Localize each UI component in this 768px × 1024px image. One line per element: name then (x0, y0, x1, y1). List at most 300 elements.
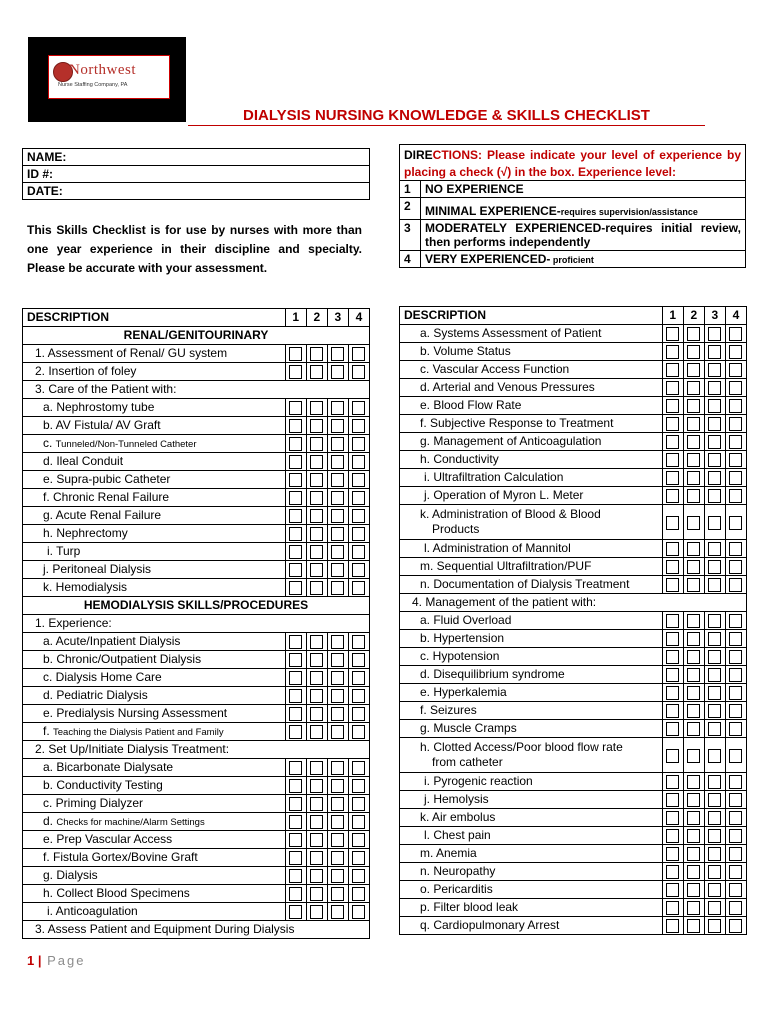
checkbox-square[interactable] (666, 919, 679, 933)
level-3-checkbox[interactable] (704, 415, 725, 433)
level-3-checkbox[interactable] (327, 525, 348, 543)
checkbox-square[interactable] (352, 635, 365, 649)
level-4-checkbox[interactable] (725, 433, 746, 451)
name-field[interactable]: NAME: (23, 149, 370, 166)
checkbox-square[interactable] (729, 793, 742, 807)
checkbox-square[interactable] (708, 489, 721, 503)
checkbox-square[interactable] (687, 632, 700, 646)
checkbox-square[interactable] (289, 473, 302, 487)
checkbox-square[interactable] (352, 401, 365, 415)
level-2-checkbox[interactable] (306, 561, 327, 579)
checkbox-square[interactable] (310, 671, 323, 685)
level-1-checkbox[interactable] (662, 487, 683, 505)
checkbox-square[interactable] (729, 650, 742, 664)
level-2-checkbox[interactable] (683, 630, 704, 648)
level-1-checkbox[interactable] (662, 917, 683, 935)
checkbox-square[interactable] (352, 851, 365, 865)
checkbox-square[interactable] (708, 847, 721, 861)
level-2-checkbox[interactable] (306, 543, 327, 561)
checkbox-square[interactable] (666, 829, 679, 843)
checkbox-square[interactable] (687, 793, 700, 807)
level-2-checkbox[interactable] (306, 777, 327, 795)
checkbox-square[interactable] (687, 471, 700, 485)
checkbox-square[interactable] (687, 722, 700, 736)
checkbox-square[interactable] (708, 668, 721, 682)
checkbox-square[interactable] (289, 563, 302, 577)
checkbox-square[interactable] (331, 473, 344, 487)
level-3-checkbox[interactable] (327, 777, 348, 795)
checkbox-square[interactable] (729, 489, 742, 503)
level-1-checkbox[interactable] (662, 558, 683, 576)
checkbox-square[interactable] (289, 761, 302, 775)
level-3-checkbox[interactable] (704, 397, 725, 415)
checkbox-square[interactable] (729, 865, 742, 879)
checkbox-square[interactable] (708, 829, 721, 843)
checkbox-square[interactable] (310, 635, 323, 649)
checkbox-square[interactable] (331, 707, 344, 721)
checkbox-square[interactable] (708, 749, 721, 763)
checkbox-square[interactable] (729, 704, 742, 718)
level-2-checkbox[interactable] (683, 469, 704, 487)
checkbox-square[interactable] (687, 399, 700, 413)
checkbox-square[interactable] (729, 722, 742, 736)
level-4-checkbox[interactable] (725, 505, 746, 540)
checkbox-square[interactable] (729, 883, 742, 897)
level-1-checkbox[interactable] (662, 899, 683, 917)
level-2-checkbox[interactable] (683, 738, 704, 773)
level-4-checkbox[interactable] (348, 723, 369, 741)
level-3-checkbox[interactable] (704, 666, 725, 684)
level-3-checkbox[interactable] (704, 433, 725, 451)
level-4-checkbox[interactable] (348, 831, 369, 849)
level-3-checkbox[interactable] (704, 325, 725, 343)
checkbox-square[interactable] (687, 345, 700, 359)
checkbox-square[interactable] (289, 581, 302, 595)
checkbox-square[interactable] (289, 851, 302, 865)
level-1-checkbox[interactable] (662, 881, 683, 899)
level-3-checkbox[interactable] (327, 723, 348, 741)
checkbox-square[interactable] (310, 833, 323, 847)
checkbox-square[interactable] (331, 689, 344, 703)
level-3-checkbox[interactable] (327, 489, 348, 507)
checkbox-square[interactable] (666, 901, 679, 915)
level-3-checkbox[interactable] (704, 576, 725, 594)
checkbox-square[interactable] (666, 865, 679, 879)
level-4-checkbox[interactable] (348, 345, 369, 363)
checkbox-square[interactable] (708, 327, 721, 341)
level-1-checkbox[interactable] (662, 451, 683, 469)
level-2-checkbox[interactable] (683, 773, 704, 791)
level-1-checkbox[interactable] (662, 630, 683, 648)
level-1-checkbox[interactable] (285, 345, 306, 363)
level-2-checkbox[interactable] (306, 795, 327, 813)
level-2-checkbox[interactable] (306, 903, 327, 921)
level-2-checkbox[interactable] (683, 433, 704, 451)
checkbox-square[interactable] (666, 381, 679, 395)
checkbox-square[interactable] (310, 473, 323, 487)
level-2-checkbox[interactable] (683, 648, 704, 666)
level-2-checkbox[interactable] (306, 849, 327, 867)
level-1-checkbox[interactable] (662, 773, 683, 791)
level-4-checkbox[interactable] (348, 705, 369, 723)
checkbox-square[interactable] (729, 560, 742, 574)
checkbox-square[interactable] (729, 363, 742, 377)
checkbox-square[interactable] (666, 399, 679, 413)
level-4-checkbox[interactable] (725, 630, 746, 648)
checkbox-square[interactable] (708, 560, 721, 574)
level-2-checkbox[interactable] (683, 379, 704, 397)
checkbox-square[interactable] (289, 455, 302, 469)
checkbox-square[interactable] (352, 725, 365, 739)
level-4-checkbox[interactable] (725, 845, 746, 863)
checkbox-square[interactable] (708, 453, 721, 467)
checkbox-square[interactable] (687, 883, 700, 897)
level-4-checkbox[interactable] (725, 899, 746, 917)
level-4-checkbox[interactable] (725, 648, 746, 666)
checkbox-square[interactable] (708, 471, 721, 485)
level-2-checkbox[interactable] (683, 487, 704, 505)
checkbox-square[interactable] (666, 560, 679, 574)
level-2-checkbox[interactable] (683, 684, 704, 702)
level-1-checkbox[interactable] (662, 469, 683, 487)
checkbox-square[interactable] (310, 347, 323, 361)
level-2-checkbox[interactable] (306, 759, 327, 777)
level-4-checkbox[interactable] (725, 325, 746, 343)
checkbox-square[interactable] (687, 847, 700, 861)
checkbox-square[interactable] (708, 811, 721, 825)
level-1-checkbox[interactable] (662, 720, 683, 738)
checkbox-square[interactable] (289, 527, 302, 541)
checkbox-square[interactable] (352, 905, 365, 919)
checkbox-square[interactable] (289, 653, 302, 667)
level-1-checkbox[interactable] (285, 507, 306, 525)
level-2-checkbox[interactable] (683, 702, 704, 720)
checkbox-square[interactable] (729, 345, 742, 359)
checkbox-square[interactable] (352, 491, 365, 505)
checkbox-square[interactable] (289, 437, 302, 451)
checkbox-square[interactable] (729, 632, 742, 646)
checkbox-square[interactable] (687, 363, 700, 377)
level-2-checkbox[interactable] (306, 579, 327, 597)
level-3-checkbox[interactable] (327, 579, 348, 597)
level-2-checkbox[interactable] (683, 558, 704, 576)
level-4-checkbox[interactable] (725, 881, 746, 899)
level-4-checkbox[interactable] (725, 558, 746, 576)
checkbox-square[interactable] (289, 797, 302, 811)
level-3-checkbox[interactable] (327, 471, 348, 489)
level-3-checkbox[interactable] (327, 795, 348, 813)
level-1-checkbox[interactable] (662, 343, 683, 361)
checkbox-square[interactable] (666, 417, 679, 431)
checkbox-square[interactable] (687, 417, 700, 431)
checkbox-square[interactable] (687, 668, 700, 682)
level-2-checkbox[interactable] (683, 899, 704, 917)
checkbox-square[interactable] (352, 887, 365, 901)
checkbox-square[interactable] (729, 578, 742, 592)
level-3-checkbox[interactable] (704, 379, 725, 397)
checkbox-square[interactable] (289, 905, 302, 919)
level-4-checkbox[interactable] (725, 397, 746, 415)
level-1-checkbox[interactable] (285, 795, 306, 813)
checkbox-square[interactable] (310, 455, 323, 469)
level-1-checkbox[interactable] (285, 903, 306, 921)
level-2-checkbox[interactable] (683, 415, 704, 433)
checkbox-square[interactable] (729, 327, 742, 341)
checkbox-square[interactable] (687, 614, 700, 628)
checkbox-square[interactable] (352, 545, 365, 559)
checkbox-square[interactable] (729, 668, 742, 682)
level-3-checkbox[interactable] (704, 899, 725, 917)
checkbox-square[interactable] (666, 632, 679, 646)
checkbox-square[interactable] (352, 581, 365, 595)
checkbox-square[interactable] (289, 347, 302, 361)
checkbox-square[interactable] (708, 722, 721, 736)
checkbox-square[interactable] (310, 491, 323, 505)
level-4-checkbox[interactable] (725, 791, 746, 809)
checkbox-square[interactable] (666, 847, 679, 861)
level-2-checkbox[interactable] (306, 471, 327, 489)
level-2-checkbox[interactable] (683, 720, 704, 738)
level-4-checkbox[interactable] (725, 361, 746, 379)
checkbox-square[interactable] (289, 887, 302, 901)
checkbox-square[interactable] (729, 749, 742, 763)
checkbox-square[interactable] (331, 887, 344, 901)
level-2-checkbox[interactable] (683, 791, 704, 809)
checkbox-square[interactable] (666, 793, 679, 807)
checkbox-square[interactable] (331, 455, 344, 469)
checkbox-square[interactable] (708, 381, 721, 395)
level-4-checkbox[interactable] (348, 363, 369, 381)
checkbox-square[interactable] (708, 650, 721, 664)
checkbox-square[interactable] (352, 833, 365, 847)
level-2-checkbox[interactable] (683, 863, 704, 881)
level-1-checkbox[interactable] (662, 845, 683, 863)
checkbox-square[interactable] (666, 668, 679, 682)
level-3-checkbox[interactable] (327, 507, 348, 525)
checkbox-square[interactable] (729, 829, 742, 843)
level-4-checkbox[interactable] (348, 903, 369, 921)
level-4-checkbox[interactable] (348, 813, 369, 831)
level-3-checkbox[interactable] (704, 684, 725, 702)
checkbox-square[interactable] (666, 614, 679, 628)
level-1-checkbox[interactable] (285, 399, 306, 417)
checkbox-square[interactable] (310, 707, 323, 721)
checkbox-square[interactable] (289, 869, 302, 883)
checkbox-square[interactable] (352, 779, 365, 793)
level-2-checkbox[interactable] (683, 576, 704, 594)
checkbox-square[interactable] (687, 489, 700, 503)
checkbox-square[interactable] (331, 653, 344, 667)
level-4-checkbox[interactable] (725, 720, 746, 738)
level-4-checkbox[interactable] (348, 399, 369, 417)
checkbox-square[interactable] (666, 749, 679, 763)
level-1-checkbox[interactable] (662, 684, 683, 702)
level-1-checkbox[interactable] (662, 612, 683, 630)
checkbox-square[interactable] (729, 453, 742, 467)
checkbox-square[interactable] (708, 542, 721, 556)
checkbox-square[interactable] (310, 401, 323, 415)
level-2-checkbox[interactable] (306, 417, 327, 435)
level-2-checkbox[interactable] (683, 612, 704, 630)
checkbox-square[interactable] (708, 919, 721, 933)
level-1-checkbox[interactable] (662, 863, 683, 881)
level-3-checkbox[interactable] (704, 881, 725, 899)
level-4-checkbox[interactable] (348, 687, 369, 705)
level-1-checkbox[interactable] (285, 471, 306, 489)
checkbox-square[interactable] (331, 401, 344, 415)
level-4-checkbox[interactable] (348, 651, 369, 669)
level-2-checkbox[interactable] (683, 451, 704, 469)
level-4-checkbox[interactable] (725, 827, 746, 845)
checkbox-square[interactable] (352, 671, 365, 685)
checkbox-square[interactable] (687, 650, 700, 664)
level-3-checkbox[interactable] (704, 540, 725, 558)
level-2-checkbox[interactable] (306, 669, 327, 687)
level-4-checkbox[interactable] (725, 702, 746, 720)
level-3-checkbox[interactable] (327, 867, 348, 885)
level-4-checkbox[interactable] (725, 863, 746, 881)
level-1-checkbox[interactable] (662, 505, 683, 540)
level-3-checkbox[interactable] (327, 543, 348, 561)
level-1-checkbox[interactable] (285, 813, 306, 831)
checkbox-square[interactable] (310, 869, 323, 883)
checkbox-square[interactable] (729, 686, 742, 700)
level-4-checkbox[interactable] (348, 525, 369, 543)
checkbox-square[interactable] (331, 851, 344, 865)
checkbox-square[interactable] (708, 345, 721, 359)
checkbox-square[interactable] (666, 542, 679, 556)
level-3-checkbox[interactable] (704, 791, 725, 809)
level-1-checkbox[interactable] (285, 561, 306, 579)
level-1-checkbox[interactable] (285, 867, 306, 885)
checkbox-square[interactable] (289, 671, 302, 685)
level-3-checkbox[interactable] (327, 669, 348, 687)
checkbox-square[interactable] (352, 653, 365, 667)
level-3-checkbox[interactable] (704, 343, 725, 361)
level-1-checkbox[interactable] (285, 687, 306, 705)
level-1-checkbox[interactable] (285, 849, 306, 867)
checkbox-square[interactable] (289, 635, 302, 649)
checkbox-square[interactable] (666, 811, 679, 825)
checkbox-square[interactable] (331, 869, 344, 883)
level-2-checkbox[interactable] (306, 831, 327, 849)
level-1-checkbox[interactable] (285, 525, 306, 543)
level-1-checkbox[interactable] (662, 827, 683, 845)
checkbox-square[interactable] (289, 401, 302, 415)
checkbox-square[interactable] (331, 635, 344, 649)
checkbox-square[interactable] (352, 707, 365, 721)
date-field[interactable]: DATE: (23, 183, 370, 200)
checkbox-square[interactable] (687, 453, 700, 467)
level-4-checkbox[interactable] (725, 379, 746, 397)
checkbox-square[interactable] (666, 775, 679, 789)
level-2-checkbox[interactable] (683, 505, 704, 540)
checkbox-square[interactable] (331, 527, 344, 541)
level-1-checkbox[interactable] (662, 791, 683, 809)
checkbox-square[interactable] (289, 833, 302, 847)
level-4-checkbox[interactable] (348, 543, 369, 561)
checkbox-square[interactable] (310, 725, 323, 739)
level-3-checkbox[interactable] (327, 651, 348, 669)
level-2-checkbox[interactable] (306, 633, 327, 651)
level-2-checkbox[interactable] (306, 489, 327, 507)
checkbox-square[interactable] (331, 671, 344, 685)
level-3-checkbox[interactable] (327, 435, 348, 453)
level-1-checkbox[interactable] (662, 702, 683, 720)
level-4-checkbox[interactable] (725, 738, 746, 773)
level-2-checkbox[interactable] (683, 343, 704, 361)
level-4-checkbox[interactable] (725, 576, 746, 594)
level-2-checkbox[interactable] (306, 435, 327, 453)
checkbox-square[interactable] (331, 509, 344, 523)
level-4-checkbox[interactable] (725, 666, 746, 684)
level-1-checkbox[interactable] (285, 705, 306, 723)
checkbox-square[interactable] (687, 686, 700, 700)
checkbox-square[interactable] (331, 419, 344, 433)
checkbox-square[interactable] (331, 491, 344, 505)
level-2-checkbox[interactable] (683, 325, 704, 343)
level-4-checkbox[interactable] (725, 809, 746, 827)
checkbox-square[interactable] (289, 815, 302, 829)
checkbox-square[interactable] (729, 417, 742, 431)
level-1-checkbox[interactable] (662, 666, 683, 684)
level-2-checkbox[interactable] (306, 507, 327, 525)
level-4-checkbox[interactable] (725, 451, 746, 469)
checkbox-square[interactable] (666, 650, 679, 664)
level-1-checkbox[interactable] (285, 417, 306, 435)
level-3-checkbox[interactable] (704, 487, 725, 505)
level-4-checkbox[interactable] (725, 917, 746, 935)
checkbox-square[interactable] (687, 435, 700, 449)
checkbox-square[interactable] (331, 347, 344, 361)
level-4-checkbox[interactable] (725, 773, 746, 791)
level-3-checkbox[interactable] (704, 702, 725, 720)
level-4-checkbox[interactable] (725, 612, 746, 630)
level-3-checkbox[interactable] (327, 813, 348, 831)
checkbox-square[interactable] (708, 614, 721, 628)
level-2-checkbox[interactable] (683, 361, 704, 379)
level-4-checkbox[interactable] (348, 777, 369, 795)
checkbox-square[interactable] (331, 581, 344, 595)
checkbox-square[interactable] (352, 761, 365, 775)
level-4-checkbox[interactable] (348, 471, 369, 489)
checkbox-square[interactable] (708, 578, 721, 592)
checkbox-square[interactable] (331, 545, 344, 559)
checkbox-square[interactable] (729, 435, 742, 449)
level-4-checkbox[interactable] (725, 343, 746, 361)
level-2-checkbox[interactable] (306, 867, 327, 885)
checkbox-square[interactable] (708, 516, 721, 530)
checkbox-square[interactable] (729, 542, 742, 556)
checkbox-square[interactable] (708, 704, 721, 718)
checkbox-square[interactable] (310, 419, 323, 433)
checkbox-square[interactable] (666, 453, 679, 467)
checkbox-square[interactable] (708, 632, 721, 646)
checkbox-square[interactable] (708, 435, 721, 449)
checkbox-square[interactable] (310, 887, 323, 901)
checkbox-square[interactable] (331, 815, 344, 829)
level-2-checkbox[interactable] (683, 540, 704, 558)
level-3-checkbox[interactable] (327, 759, 348, 777)
level-4-checkbox[interactable] (348, 579, 369, 597)
level-1-checkbox[interactable] (285, 759, 306, 777)
checkbox-square[interactable] (310, 689, 323, 703)
level-1-checkbox[interactable] (285, 579, 306, 597)
level-3-checkbox[interactable] (327, 561, 348, 579)
checkbox-square[interactable] (331, 797, 344, 811)
checkbox-square[interactable] (687, 516, 700, 530)
level-2-checkbox[interactable] (306, 363, 327, 381)
